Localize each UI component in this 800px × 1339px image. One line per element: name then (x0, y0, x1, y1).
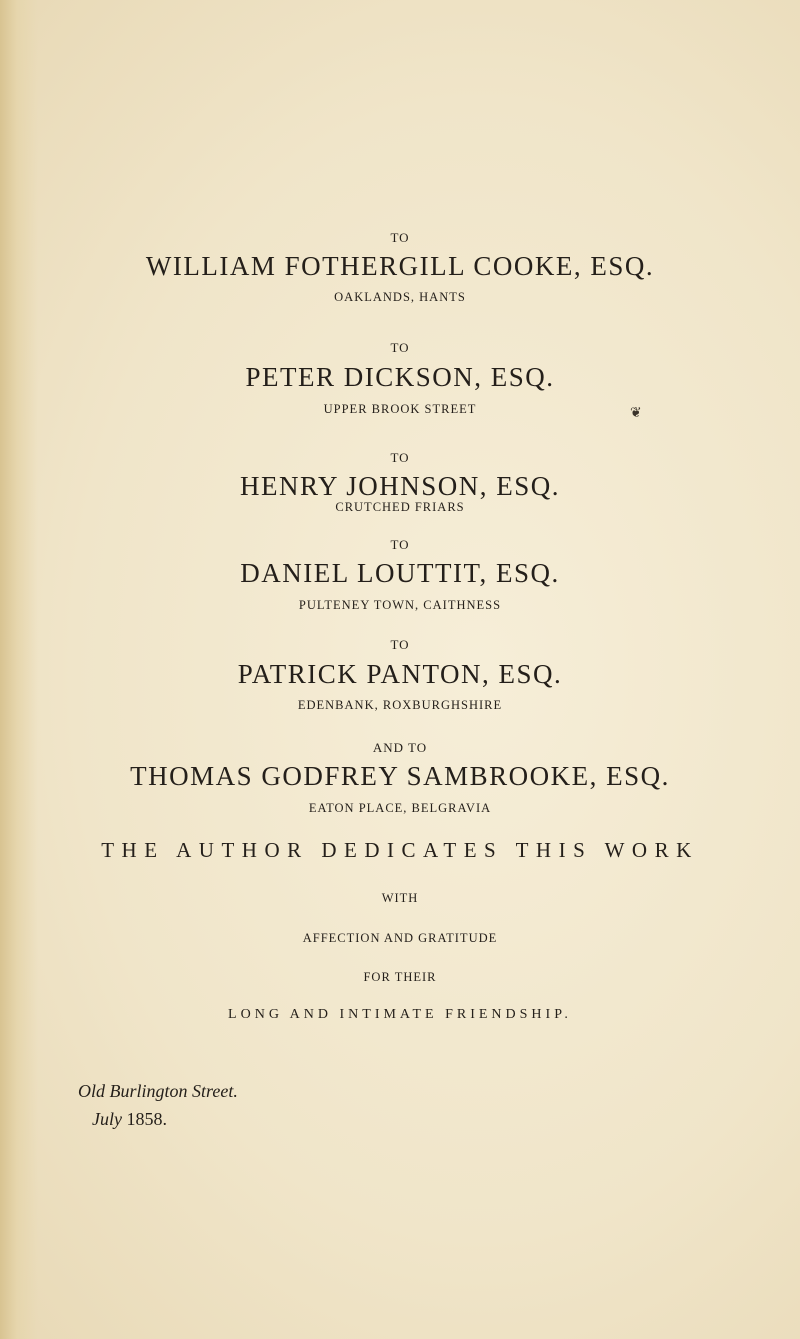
dedication-statement: THE AUTHOR DEDICATES THIS WORK (101, 838, 699, 862)
dedicatee-name: DANIEL LOUTTIT, ESQ. (240, 558, 560, 588)
signoff-place: Old Burlington Street. (78, 1081, 238, 1101)
dedicatee-address: EDENBANK, ROXBURGHSHIRE (297, 698, 503, 712)
dedication-to: TO (390, 230, 410, 245)
dedicatee-name: WILLIAM FOTHERGILL COOKE, ESQ. (145, 251, 655, 281)
dedication-to: TO (390, 537, 410, 552)
dedication-to: TO (390, 450, 410, 465)
dedication-to: TO (390, 637, 410, 652)
dedication-to: TO (390, 340, 410, 355)
dedicatee-address: PULTENEY TOWN, CAITHNESS (298, 598, 502, 612)
dedicatee-address: EATON PLACE, BELGRAVIA (308, 801, 492, 815)
signoff-year: 1858. (126, 1109, 167, 1129)
signoff-month: July (92, 1109, 122, 1129)
statement-line-for-their: FOR THEIR (363, 970, 437, 984)
signoff-date (92, 1109, 167, 1130)
dedicatee-name: PETER DICKSON, ESQ. (245, 362, 555, 392)
dedicatee-name: PATRICK PANTON, ESQ. (237, 659, 563, 689)
dedicatee-name: THOMAS GODFREY SAMBROOKE, ESQ. (130, 761, 670, 791)
dedication-to: AND TO (372, 740, 428, 755)
statement-line-affection: AFFECTION AND GRATITUDE (302, 931, 498, 945)
statement-line-friendship: LONG AND INTIMATE FRIENDSHIP. (228, 1007, 572, 1022)
dedicatee-address: CRUTCHED FRIARS (335, 500, 465, 514)
statement-line-with: WITH (381, 891, 419, 905)
dedicatee-address: OAKLANDS, HANTS (334, 290, 466, 304)
dedicatee-name: HENRY JOHNSON, ESQ. (239, 471, 561, 501)
ink-speck: ❦ (630, 406, 642, 421)
dedicatee-address: UPPER BROOK STREET (323, 402, 477, 416)
